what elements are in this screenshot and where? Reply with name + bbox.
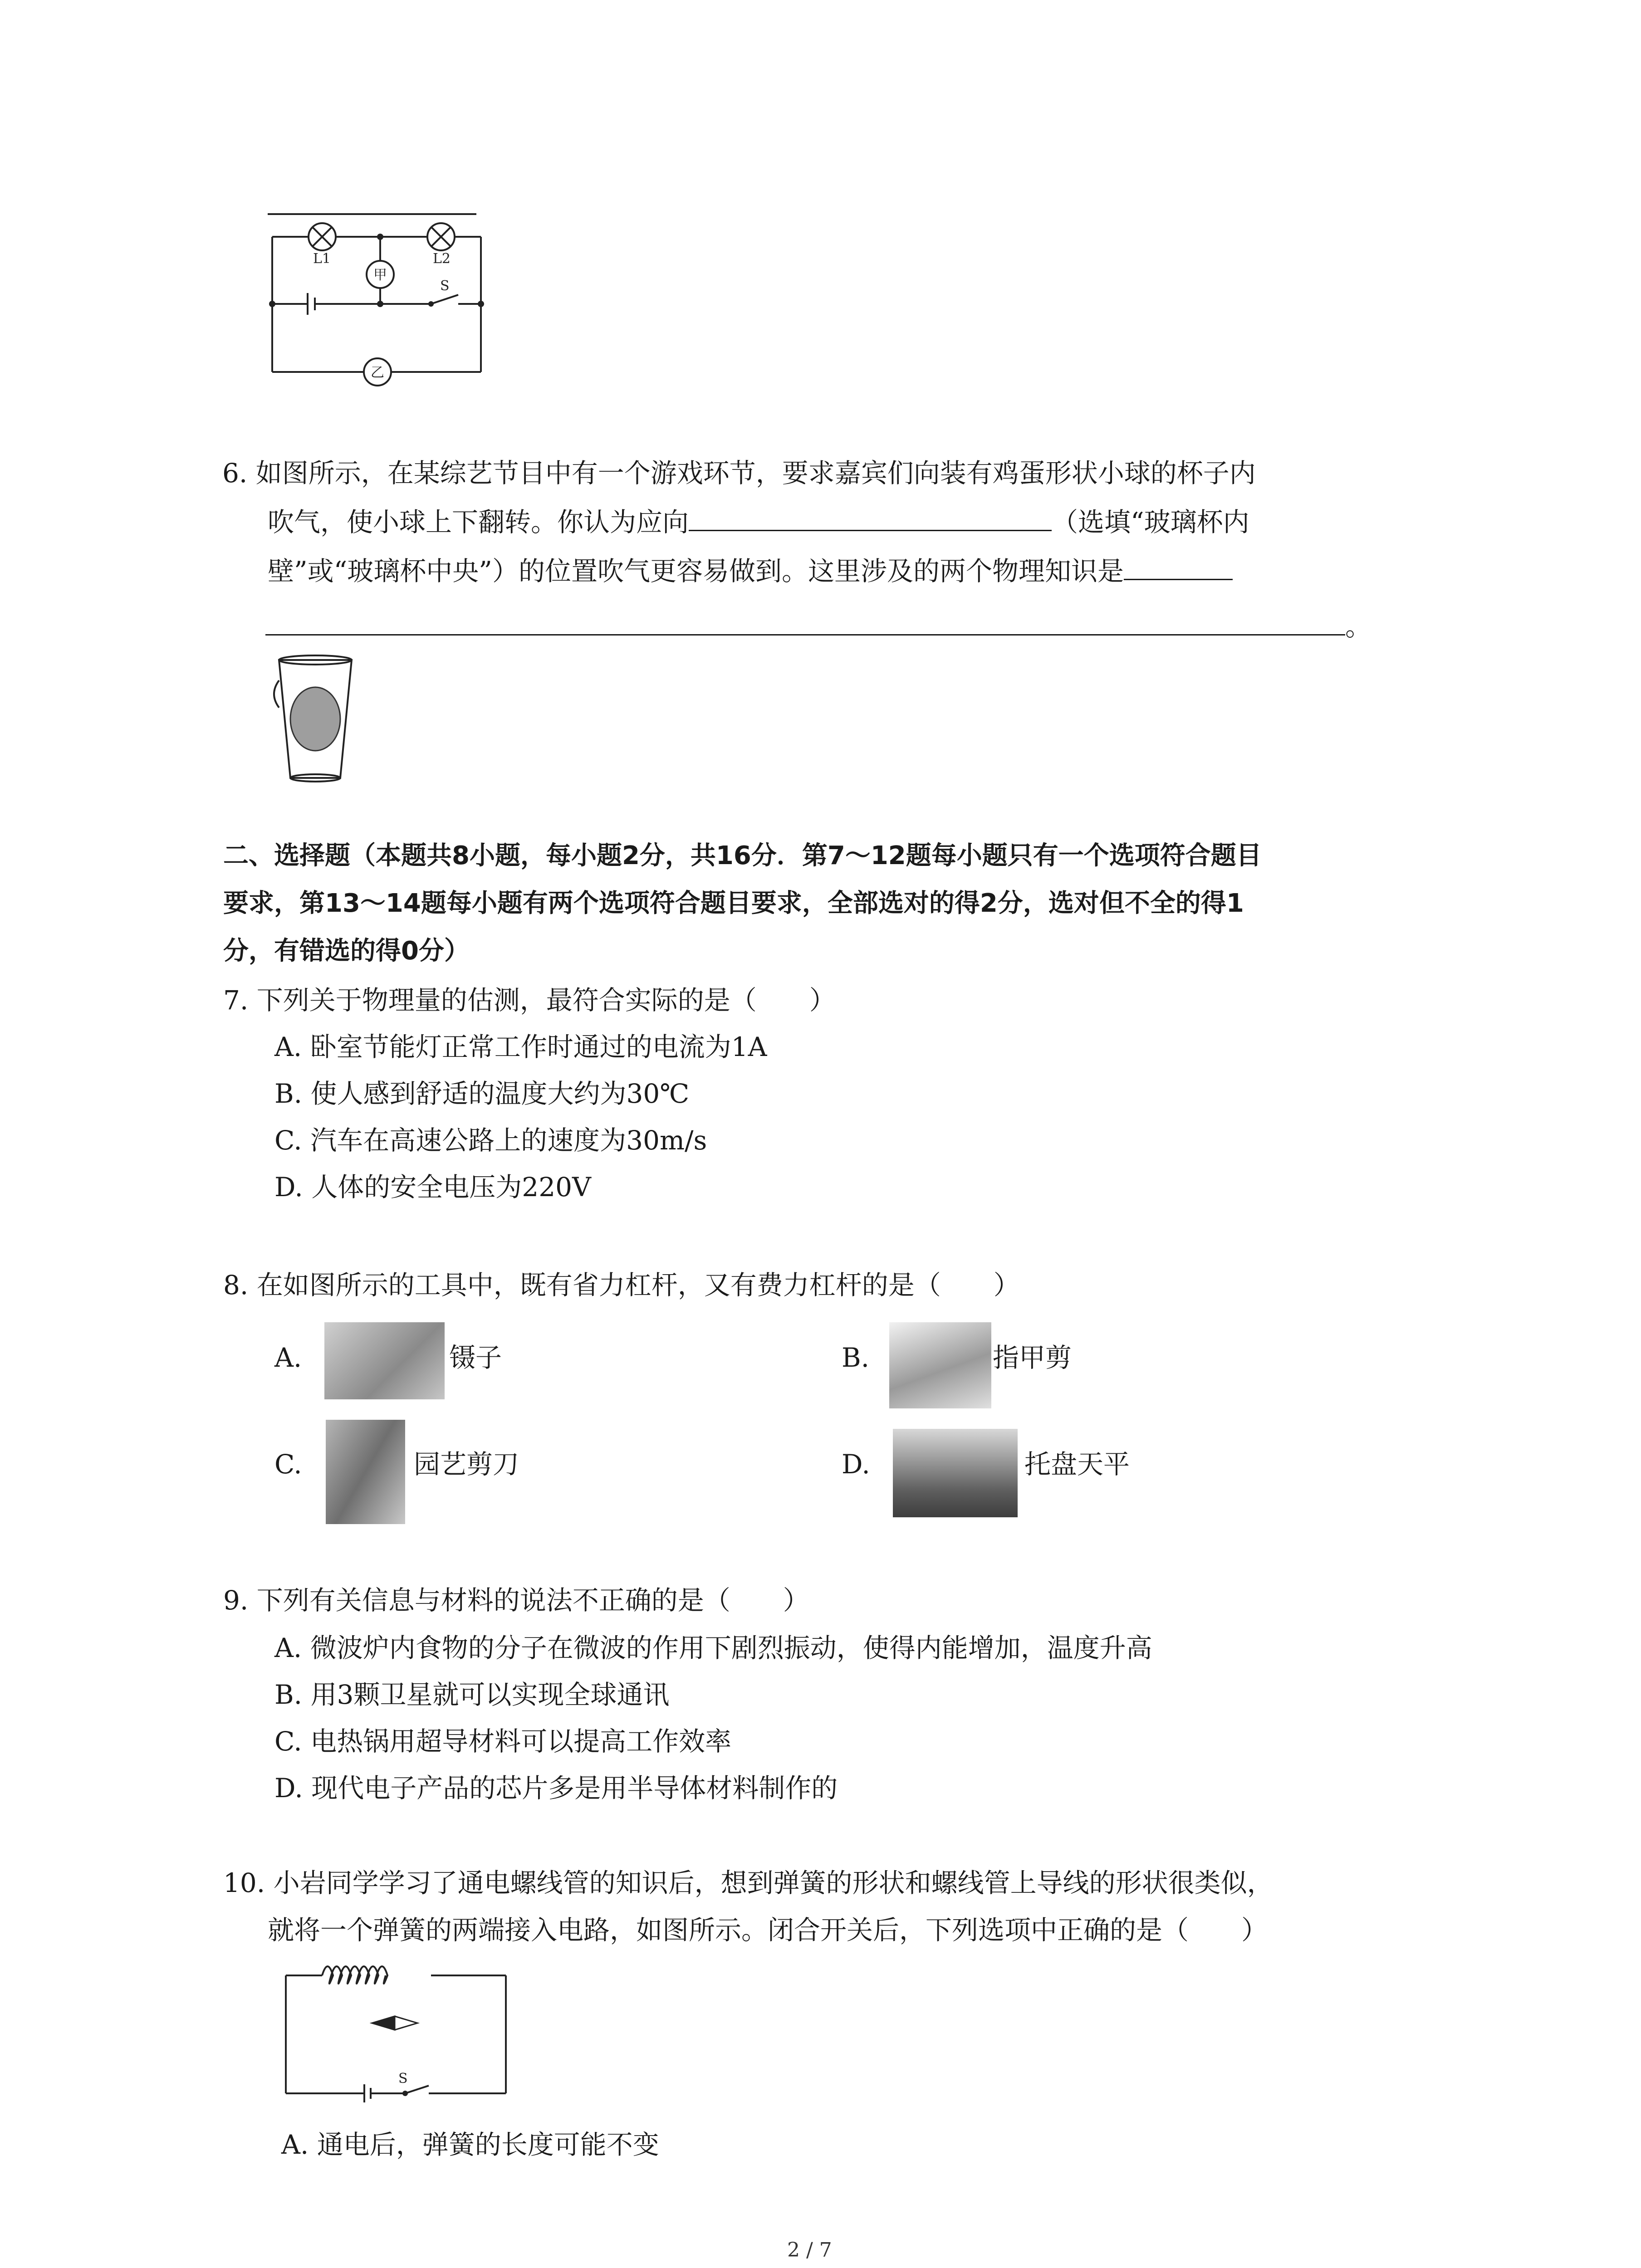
q10-line2: 就将一个弹簧的两端接入电路，如图所示。闭合开关后，下列选项中正确的是（ ） (268, 1915, 1268, 1945)
q6-line1: 6. 如图所示，在某综艺节目中有一个游戏环节，要求嘉宾们向装有鸡蛋形状小球的杯子内 (222, 458, 1256, 489)
balance-scale-image (893, 1429, 1018, 1517)
q8-option-a-label: 镊子 (449, 1342, 502, 1373)
q6-line4-end: 。 (1345, 611, 1372, 642)
section2-header-line3: 分，有错选的得0分） (223, 936, 470, 966)
circuit-diagram-lamps (259, 204, 495, 395)
q7-option-d[interactable]: D. 人体的安全电压为220V (274, 1172, 591, 1202)
q6-line3-text: 壁”或“玻璃杯中央”）的位置吹气更容易做到。这里涉及的两个物理知识是 (268, 556, 1124, 587)
q7-option-b[interactable]: B. 使人感到舒适的温度大约为30℃ (274, 1078, 690, 1109)
q8-option-d[interactable] (842, 1449, 870, 1480)
q10-line1: 10. 小岩同学学习了通电螺线管的知识后，想到弹簧的形状和螺线管上导线的形状很类似， (223, 1867, 1274, 1898)
q9-stem: 9. 下列有关信息与材料的说法不正确的是（ ） (223, 1585, 809, 1616)
q6-line2 (268, 507, 1249, 538)
q8-option-c-letter: C. (274, 1449, 302, 1480)
label-yi: 乙 (371, 365, 384, 381)
q6-line4 (265, 611, 1372, 642)
q8-option-b-letter: B. (842, 1342, 870, 1373)
nail-clipper-image (889, 1322, 991, 1408)
spring-circuit-diagram (279, 1955, 515, 2105)
label-l2: L2 (433, 251, 451, 267)
label-l1: L1 (313, 251, 331, 267)
q8-stem: 8. 在如图所示的工具中，既有省力杠杆，又有费力杠杆的是（ ） (223, 1270, 1020, 1300)
q8-option-b-label: 指甲剪 (993, 1342, 1072, 1373)
q8-option-d-label: 托盘天平 (1024, 1449, 1130, 1480)
q9-option-c[interactable]: C. 电热锅用超导材料可以提高工作效率 (274, 1726, 732, 1757)
q7-option-a[interactable]: A. 卧室节能灯正常工作时通过的电流为1A (274, 1031, 767, 1062)
section2-header-line2: 要求，第13～14题每小题有两个选项符合题目要求，全部选对的得2分，选对但不全的得1 (223, 889, 1244, 918)
glass-egg-figure (265, 653, 365, 789)
q6-blank2-start[interactable] (1124, 579, 1233, 580)
q6-line3 (268, 556, 1233, 587)
label-jia: 甲 (373, 267, 387, 283)
q6-blank1[interactable] (689, 530, 1052, 531)
label-switch: S (440, 278, 450, 294)
q7-stem: 7. 下列关于物理量的估测，最符合实际的是（ ） (223, 985, 836, 1016)
q8-option-b[interactable] (842, 1343, 869, 1373)
q8-option-d-letter: D. (842, 1449, 870, 1480)
q6-blank2[interactable] (265, 634, 1345, 635)
q8-option-c-label: 园艺剪刀 (414, 1449, 519, 1480)
garden-shears-image (326, 1420, 405, 1524)
q9-option-d[interactable]: D. 现代电子产品的芯片多是用半导体材料制作的 (274, 1773, 838, 1804)
q7-option-c[interactable]: C. 汽车在高速公路上的速度为30m/s (274, 1125, 707, 1156)
page-number: 2 / 7 (787, 2239, 832, 2262)
spring-switch-label: S (398, 2071, 408, 2087)
q8-option-a-letter: A. (274, 1342, 302, 1373)
q8-option-a[interactable] (274, 1343, 302, 1373)
q9-option-a[interactable]: A. 微波炉内食物的分子在微波的作用下剧烈振动，使得内能增加，温度升高 (274, 1633, 1152, 1663)
q6-line2-text-end: （选填“玻璃杯内 (1052, 507, 1249, 538)
q6-line2-text: 吹气，使小球上下翻转。你认为应向 (268, 507, 689, 538)
section2-header-line1: 二、选择题（本题共8小题，每小题2分，共16分．第7～12题每小题只有一个选项符合题目 (223, 841, 1262, 870)
q8-option-c[interactable] (274, 1449, 302, 1480)
tweezers-image (324, 1322, 445, 1399)
q9-option-b[interactable]: B. 用3颗卫星就可以实现全球通讯 (274, 1679, 670, 1710)
q10-option-a[interactable]: A. 通电后，弹簧的长度可能不变 (281, 2129, 659, 2160)
